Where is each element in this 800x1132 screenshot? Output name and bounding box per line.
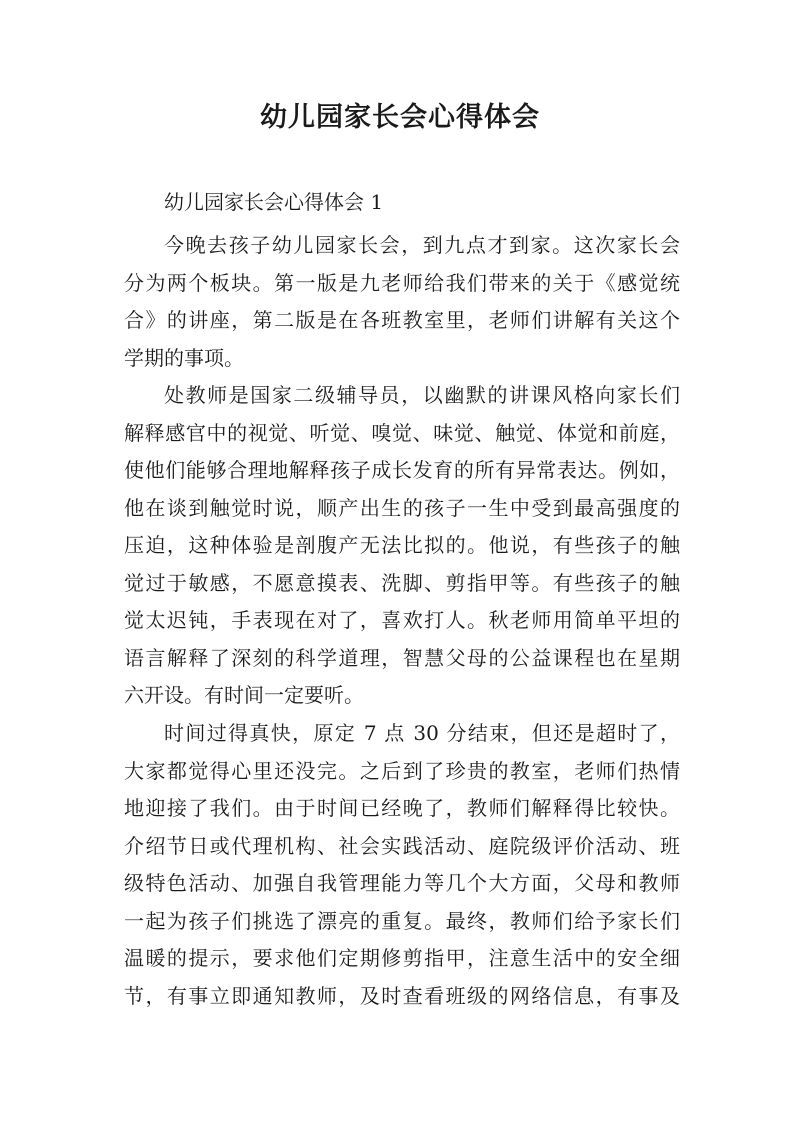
paragraph-line: 处教师是国家二级辅导员，以幽默的讲课风格向家长们: [164, 383, 680, 407]
paragraph-line: 合》的讲座，第二版是在各班教室里，老师们讲解有关这个: [124, 308, 680, 332]
paragraph-line: 一起为孩子们挑选了漂亮的重复。最终，教师们给予家长们: [124, 908, 680, 933]
paragraph-3: [124, 715, 680, 1015]
paragraph-line: 介绍节日或代理机构、社会实践活动、庭院级评价活动、班: [124, 833, 680, 858]
paragraph-line: 解释感官中的视觉、听觉、嗅觉、味觉、触觉、体觉和前庭，: [124, 420, 680, 445]
paragraph-line: 觉过于敏感，不愿意摸表、洗脚、剪指甲等。有些孩子的触: [124, 570, 680, 595]
paragraph-line: 地迎接了我们。由于时间已经晚了，教师们解释得比较快。: [124, 796, 680, 820]
paragraph-line: 语言解释了深刻的科学道理，智慧父母的公益课程也在星期: [124, 645, 680, 670]
paragraph-line: 级特色活动、加强自我管理能力等几个大方面，父母和教师: [124, 871, 680, 895]
paragraph-line: 六开设。有时间一定要听。: [124, 683, 364, 707]
paragraph-line: 使他们能够合理地解释孩子成长发育的所有异常表达。例如，: [124, 458, 680, 482]
paragraph-2: [124, 377, 680, 715]
paragraph-line: 今晚去孩子幼儿园家长会，到九点才到家。这次家长会: [164, 233, 680, 257]
paragraph-line: 压迫，这种体验是剖腹产无法比拟的。他说，有些孩子的触: [124, 533, 680, 557]
paragraph-line: 分为两个板块。第一版是九老师给我们带来的关于《感觉统: [124, 270, 680, 295]
paragraph-line: 节，有事立即通知教师，及时查看班级的网络信息，有事及: [124, 983, 680, 1008]
paragraph-line: 大家都觉得心里还没完。之后到了珍贵的教室，老师们热情: [124, 758, 680, 783]
paragraph-line: 温暖的提示，要求他们定期修剪指甲，注意生活中的安全细: [124, 946, 680, 970]
document-title: 幼儿园家长会心得体会: [260, 102, 540, 133]
paragraph-1: [124, 227, 680, 377]
paragraph-line: 学期的事项。: [124, 345, 244, 370]
paragraph-line: 时间过得真快，原定 7 点 30 分结束，但还是超时了，: [164, 721, 680, 745]
paragraph-line: 他在谈到触觉时说，顺产出生的孩子一生中受到最高强度的: [124, 495, 680, 520]
paragraph-line: 觉太迟钝，手表现在对了，喜欢打人。秋老师用简单平坦的: [124, 608, 680, 632]
section-heading: 幼儿园家长会心得体会 1: [164, 190, 384, 214]
